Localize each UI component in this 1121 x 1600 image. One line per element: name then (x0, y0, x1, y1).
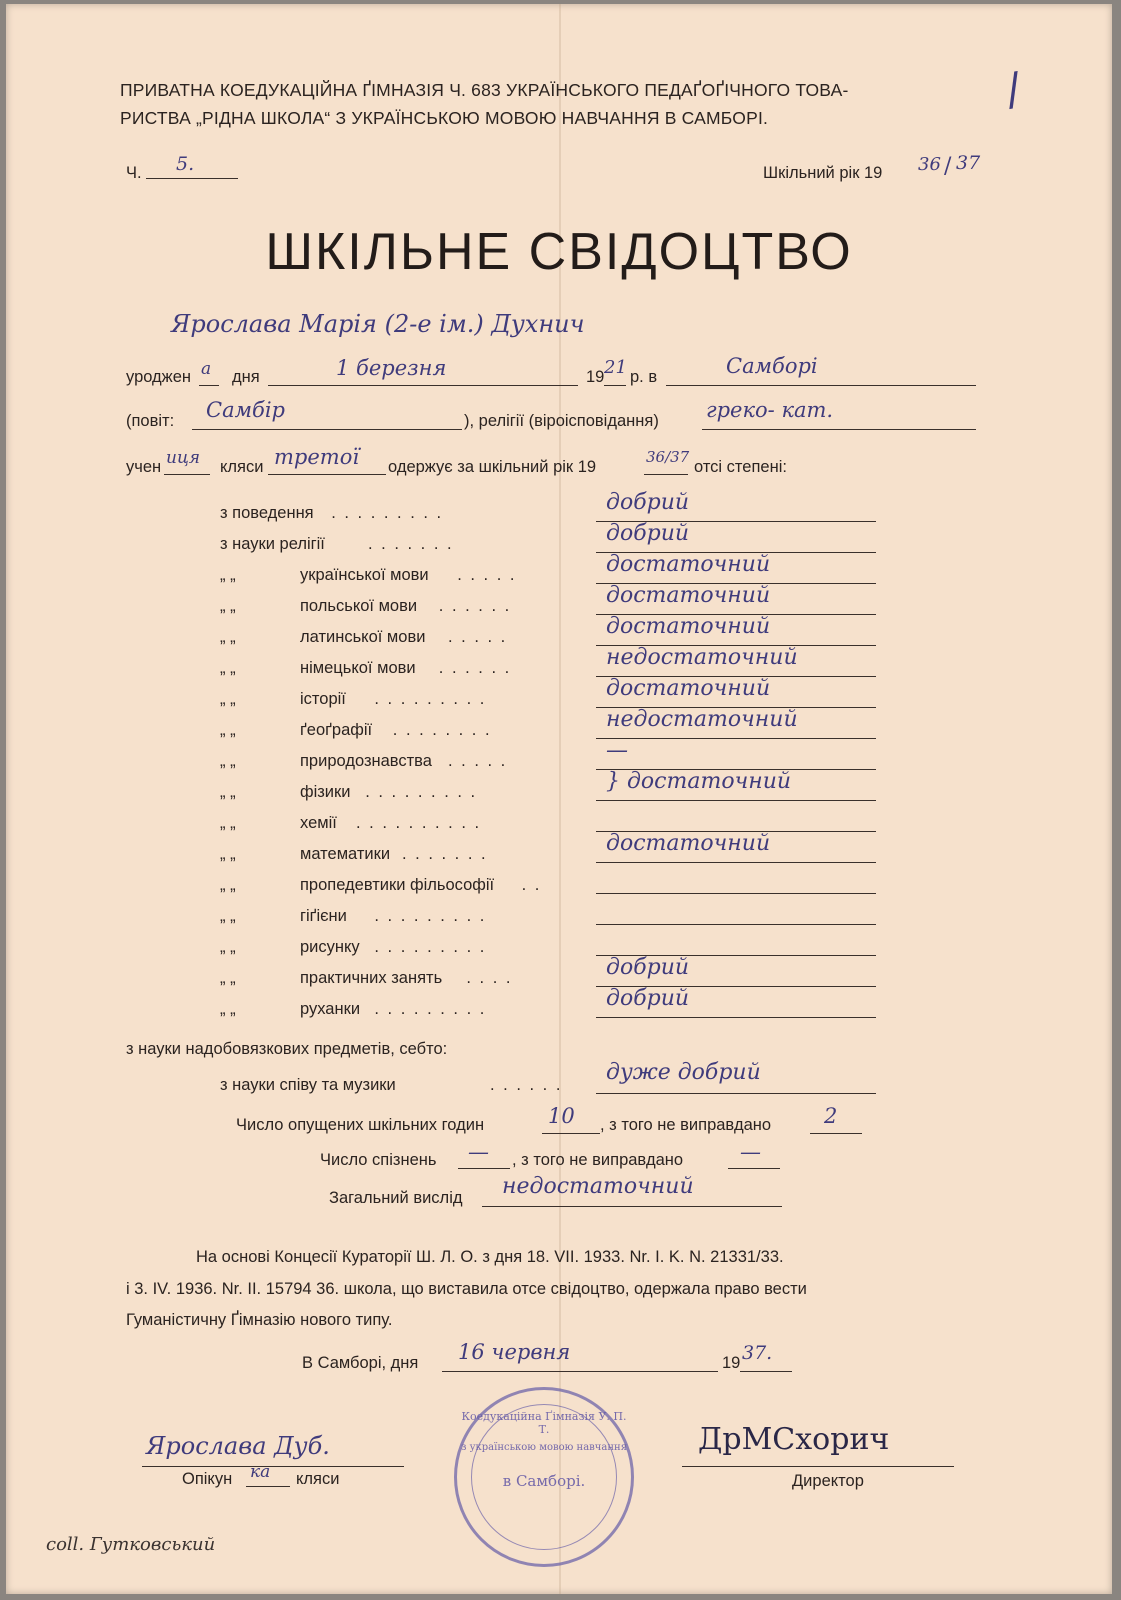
grade-dots: . . (521, 876, 542, 894)
date-line (442, 1371, 718, 1372)
grade-dots: . . . . . . . . . (374, 1000, 487, 1018)
district-label: (повіт: (126, 412, 175, 430)
day-label: дня (232, 368, 260, 386)
born-suffix-line (199, 385, 219, 386)
student-suffix: иця (166, 448, 201, 468)
grade-subject: природознавства (300, 752, 432, 770)
grade-prefix: „ „ (220, 938, 236, 956)
grade-subject: польської мови (300, 597, 418, 615)
result-line (482, 1206, 782, 1207)
grade-subject: української мови (300, 566, 429, 584)
document-title: ШКІЛЬНЕ СВІДОЦТВО (265, 223, 853, 281)
lateness-unexcused-value: — (740, 1140, 761, 1164)
receives-label: одержує за шкільний рік 19 (388, 458, 597, 476)
grade-value: — (606, 738, 628, 763)
absences-unexcused-value: 2 (824, 1104, 838, 1128)
grade-prefix: „ „ (220, 721, 236, 739)
corner-mark: / (1001, 63, 1026, 116)
grade-dots: . . . . . . . . . . (356, 814, 482, 832)
number-value: 5. (176, 153, 195, 175)
born-label: уроджен (126, 368, 192, 386)
student-suffix-line (164, 474, 210, 475)
class-line (268, 474, 386, 475)
grade-value: добрий (606, 986, 690, 1011)
school-year-label: Шкільний рік 19 (763, 164, 883, 182)
grade-dots: . . . . . . . (368, 535, 454, 553)
absences-value: 10 (548, 1104, 575, 1128)
birth-day-value: 1 березня (336, 356, 447, 380)
class-label: кляси (220, 458, 264, 476)
grade-value: достаточний (606, 831, 771, 856)
grade-line (596, 800, 876, 801)
grade-subject: пропедевтики фільософії (300, 876, 495, 894)
grade-subject: ґеоґрафії (300, 721, 373, 739)
district-line (192, 429, 462, 430)
grade-value: недостаточний (606, 645, 798, 670)
lateness-value: — (468, 1140, 489, 1164)
stamp-center-text: в Самборі. (502, 1472, 586, 1490)
grade-dots: . . . . . . . . (392, 721, 492, 739)
stamp-ring-text: Коедукаційна Ґімназія У. П. Т. (461, 1410, 627, 1436)
birth-place-value: Самборі (726, 354, 818, 378)
grade-prefix: з поведення (220, 504, 314, 522)
grade-value: добрий (606, 490, 690, 515)
student-label: учен (126, 458, 162, 476)
grade-value: добрий (606, 955, 690, 980)
grade-value: } достаточний (606, 769, 792, 794)
grade-prefix: „ „ (220, 690, 236, 708)
date-day-value: 16 червня (458, 1340, 571, 1364)
religion-line (702, 429, 976, 430)
guardian-suffix-line (246, 1486, 290, 1487)
guardian-sign-line (142, 1466, 404, 1467)
concession-line2: і 3. IV. 1936. Nr. II. 15794 36. школа, що виставила отсе свідоцтво, одержала право вести (126, 1280, 807, 1298)
grade-dots: . . . . . . (438, 597, 512, 615)
grade-dots: . . . . . . . . . (365, 783, 478, 801)
date-year-line (740, 1371, 792, 1372)
school-stamp (454, 1387, 634, 1567)
grade-dots: . . . . . (448, 628, 508, 646)
director-sign-line (682, 1466, 954, 1467)
birth-day-line (268, 385, 578, 386)
class-value: третої (274, 445, 360, 469)
school-year-b: 37 (956, 152, 981, 174)
lateness-line (458, 1168, 510, 1169)
grade-line (596, 1017, 876, 1018)
religion-label: ), релігії (віроісповідання) (464, 412, 659, 430)
grade-dots: . . . . . (457, 566, 517, 584)
grade-dots: . . . . . . . . . (374, 690, 487, 708)
grade-subject: латинської мови (300, 628, 426, 646)
guardian-suffix: ка (250, 1462, 271, 1482)
student-name: Ярослава Марія (2-е ім.) Духнич (171, 310, 585, 338)
grade-subject: рисунку (300, 938, 360, 956)
lateness-unexcused-line (728, 1168, 780, 1169)
absences-label: Число опущених шкільних годин (236, 1116, 485, 1134)
school-header-line2: РИСТВА „РІДНА ШКОЛА“ З УКРАЇНСЬКОЮ МОВОЮ НАВЧАННЯ В САМБОРІ. (120, 108, 769, 128)
lateness-unexcused-label: , з того не виправдано (512, 1151, 684, 1169)
birth-year-value: 21 (604, 357, 627, 378)
grade-value: достаточний (606, 614, 771, 639)
grade-value: достаточний (606, 676, 771, 701)
in-label: р. в (630, 368, 658, 386)
lateness-label: Число спізнень (320, 1151, 437, 1169)
stamp-mid-text: з українською мовою навчання (461, 1442, 627, 1453)
grade-prefix: „ „ (220, 566, 236, 584)
director-label: Директор (792, 1472, 864, 1490)
religion-value: греко- кат. (706, 398, 834, 422)
grade-subject: практичних занять (300, 969, 443, 987)
grade-line (596, 738, 876, 739)
grade-line (596, 862, 876, 863)
date-place-label: В Самборі, дня (302, 1354, 419, 1372)
grade-subject: історії (300, 690, 346, 708)
grade-subject: фізики (300, 783, 351, 801)
grade-dots: . . . . (466, 969, 513, 987)
grade-subject: німецької мови (300, 659, 416, 677)
absences-unexcused-line (810, 1133, 862, 1134)
optional-heading: з науки надобовязкових предметів, себто: (126, 1040, 448, 1058)
result-value: недостаточний (502, 1174, 694, 1199)
class-year-line (644, 474, 688, 475)
concession-line3: Гуманістичну Ґімназію нового типу. (126, 1311, 393, 1329)
born-suffix: а (201, 359, 212, 379)
grade-prefix: „ „ (220, 1000, 236, 1018)
grade-subject: математики (300, 845, 391, 863)
grade-dots: . . . . . . (438, 659, 512, 677)
optional-dots: . . . . . . (490, 1076, 563, 1094)
archive-note: coll. Гутковський (46, 1534, 216, 1555)
grade-subject: гіґієни (300, 907, 347, 925)
grade-prefix: „ „ (220, 628, 236, 646)
absences-unexcused-label: , з того не виправдано (600, 1116, 772, 1134)
guardian-signature: Ярослава Дуб. (146, 1432, 330, 1460)
grade-prefix: „ „ (220, 783, 236, 801)
grade-value: недостаточний (606, 707, 798, 732)
concession-line1: На основі Концесії Кураторії Ш. Л. О. з дня 18. VII. 1933. Nr. I. K. N. 21331/33. (196, 1248, 784, 1266)
date-year-prefix: 19 (722, 1354, 741, 1372)
grade-dots: . . . . . . . . . (374, 907, 487, 925)
certificate-paper (6, 4, 1112, 1594)
grade-value: достаточний (606, 583, 771, 608)
class-year-value: 36/37 (646, 448, 690, 466)
grade-prefix: „ „ (220, 907, 236, 925)
grade-dots: . . . . . . . . . (331, 504, 444, 522)
grade-prefix: „ „ (220, 814, 236, 832)
optional-subject: з науки співу та музики (220, 1076, 396, 1094)
number-line (146, 178, 238, 179)
grades-label: отсі степені: (694, 458, 787, 476)
grade-line (596, 924, 876, 925)
grade-dots: . . . . . . . (402, 845, 488, 863)
school-year-sep: / (944, 154, 952, 179)
birth-place-line (666, 385, 976, 386)
grade-dots: . . . . . (448, 752, 508, 770)
grade-prefix: „ „ (220, 597, 236, 615)
optional-grade-line (596, 1093, 876, 1094)
grade-subject: хемії (300, 814, 337, 832)
grade-value: достаточний (606, 552, 771, 577)
grade-prefix: „ „ (220, 845, 236, 863)
guardian-label-b: кляси (296, 1470, 340, 1488)
school-year-a: 36 (918, 154, 941, 175)
grade-line (596, 893, 876, 894)
grade-prefix: „ „ (220, 876, 236, 894)
optional-grade: дуже добрий (606, 1060, 761, 1085)
grade-prefix: „ „ (220, 969, 236, 987)
school-header-line1: ПРИВАТНА КОЕДУКАЦІЙНА ҐІМНАЗІЯ Ч. 683 УКРАЇНСЬКОГО ПЕДАҐОҐІЧНОГО ТОВА- (120, 80, 849, 100)
result-label: Загальний вислід (329, 1189, 463, 1207)
grade-prefix: „ „ (220, 659, 236, 677)
date-year-value: 37. (742, 1342, 773, 1364)
director-signature: ДрМСхорич (698, 1422, 890, 1457)
grade-prefix: з науки релігії (220, 535, 325, 553)
birth-year-line (604, 385, 626, 386)
guardian-label-a: Опікун (182, 1470, 233, 1488)
grade-prefix: „ „ (220, 752, 236, 770)
number-label: Ч. (126, 164, 142, 182)
district-value: Самбір (206, 398, 285, 422)
grade-dots: . . . . . . . . . (374, 938, 487, 956)
grade-subject: руханки (300, 1000, 361, 1018)
year-prefix: 19 (586, 368, 605, 386)
absences-line (542, 1133, 600, 1134)
grade-value: добрий (606, 521, 690, 546)
